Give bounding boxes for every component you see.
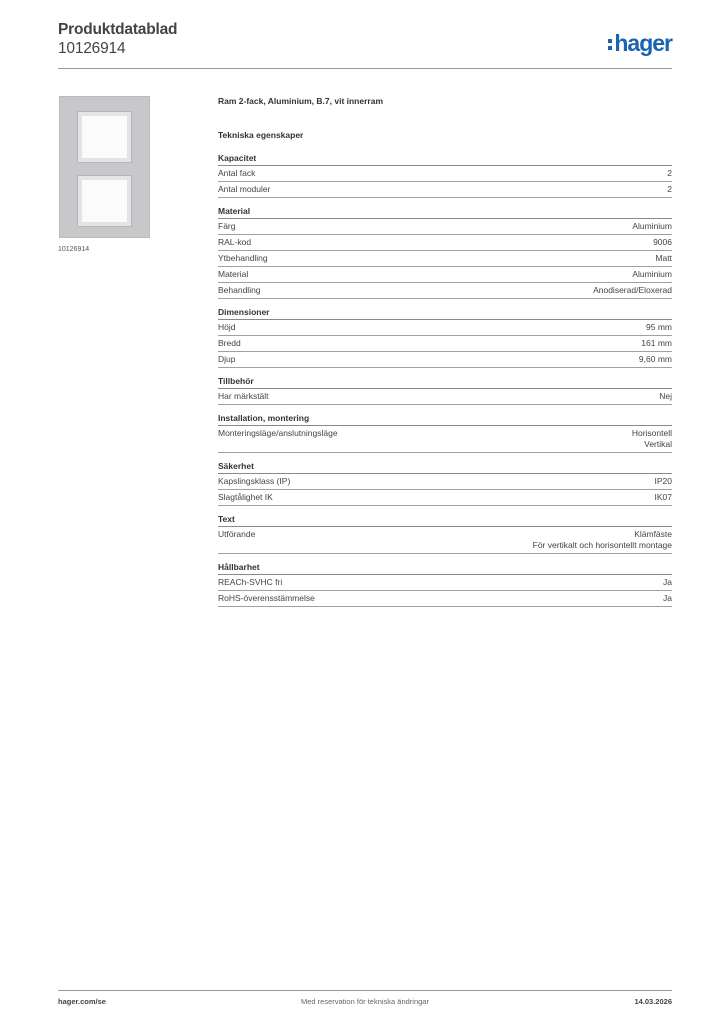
- spec-value: [632, 269, 672, 280]
- spec-value-line: Anodiserad/Eloxerad: [593, 285, 672, 295]
- spec-value-line: Aluminium: [632, 269, 672, 279]
- frame-cell-top: [77, 111, 132, 163]
- spec-label: Höjd: [218, 322, 236, 332]
- spec-value-line: 9006: [653, 237, 672, 247]
- spec-section: [218, 413, 672, 453]
- spec-value: [655, 253, 672, 264]
- spec-label: Djup: [218, 354, 236, 364]
- spec-label: RoHS-överensstämmelse: [218, 593, 315, 603]
- product-name: Ram 2-fack, Aluminium, B.7, vit innerram: [218, 96, 384, 106]
- spec-value-line: 2: [667, 168, 672, 178]
- spec-row: [218, 320, 672, 336]
- section-title: Material: [218, 206, 672, 219]
- spec-label: REACh-SVHC fri: [218, 577, 283, 587]
- spec-value-line: Aluminium: [632, 221, 672, 231]
- spec-row: [218, 591, 672, 607]
- spec-value-line: Ja: [663, 593, 672, 603]
- footer-divider: [58, 990, 672, 991]
- image-caption: 10126914: [58, 246, 90, 253]
- spec-value-line: Matt: [655, 253, 672, 263]
- hager-logo: [608, 30, 672, 57]
- spec-row: [218, 490, 672, 506]
- spec-label: RAL-kod: [218, 237, 252, 247]
- spec-row: [218, 283, 672, 299]
- spec-value: [667, 168, 672, 179]
- spec-row: [218, 267, 672, 283]
- spec-label: Antal moduler: [218, 184, 271, 194]
- spec-value-line: 95 mm: [646, 322, 672, 332]
- spec-value: [653, 237, 672, 248]
- spec-row: [218, 527, 672, 554]
- spec-row: [218, 166, 672, 182]
- spec-row: [218, 352, 672, 368]
- spec-value: [659, 391, 672, 402]
- spec-label: Kapslingsklass (IP): [218, 476, 291, 486]
- spec-section: [218, 206, 672, 299]
- spec-value: [632, 428, 672, 450]
- specs-heading: Tekniska egenskaper: [218, 130, 304, 140]
- spec-label: Färg: [218, 221, 236, 231]
- footer-website: hager.com/se: [58, 997, 106, 1006]
- spec-label: Har märkstält: [218, 391, 269, 401]
- spec-value: [655, 476, 673, 487]
- spec-label: Material: [218, 269, 249, 279]
- section-title: Säkerhet: [218, 461, 672, 474]
- spec-row: [218, 389, 672, 405]
- spec-value-line: Vertikal: [644, 439, 672, 449]
- spec-value-line: 161 mm: [641, 338, 672, 348]
- footer-disclaimer: Med reservation för tekniska ändringar: [301, 997, 429, 1006]
- spec-value: [639, 354, 672, 365]
- spec-row: [218, 235, 672, 251]
- spec-value: [593, 285, 672, 296]
- spec-section: [218, 153, 672, 198]
- spec-value: [667, 184, 672, 195]
- spec-value-line: För vertikalt och horisontellt montage: [532, 540, 672, 550]
- document-number: 10126914: [58, 40, 126, 57]
- spec-label: Antal fack: [218, 168, 256, 178]
- document-title: Produktdatablad: [58, 21, 178, 38]
- spec-label: Monteringsläge/anslutningsläge: [218, 428, 338, 438]
- spec-row: [218, 575, 672, 591]
- spec-label: Behandling: [218, 285, 261, 295]
- spec-content: [218, 96, 672, 615]
- spec-value-line: IP20: [654, 476, 672, 486]
- spec-section: [218, 376, 672, 405]
- spec-value: [632, 221, 672, 232]
- frame-cell-bottom: [77, 175, 132, 227]
- spec-section: [218, 562, 672, 607]
- spec-row: [218, 251, 672, 267]
- spec-value: [646, 322, 672, 333]
- spec-value: [655, 492, 673, 503]
- section-title: Installation, montering: [218, 413, 672, 426]
- spec-label: Bredd: [218, 338, 241, 348]
- logo-text: hager: [614, 30, 672, 56]
- spec-value-line: Ja: [663, 577, 672, 587]
- section-title: Kapacitet: [218, 153, 672, 166]
- spec-value: [641, 338, 672, 349]
- spec-value-line: 2: [667, 184, 672, 194]
- spec-section: [218, 514, 672, 554]
- spec-section: [218, 307, 672, 368]
- footer-date: 14.03.2026: [634, 997, 672, 1006]
- spec-label: Slagtålighet IK: [218, 492, 273, 502]
- spec-value: [663, 577, 672, 588]
- spec-section: [218, 461, 672, 506]
- section-title: Text: [218, 514, 672, 527]
- spec-label: Utförande: [218, 529, 256, 539]
- spec-row: [218, 219, 672, 235]
- spec-value-line: Nej: [659, 391, 672, 401]
- spec-row: [218, 474, 672, 490]
- spec-row: [218, 336, 672, 352]
- section-title: Dimensioner: [218, 307, 672, 320]
- spec-value: [533, 529, 672, 551]
- section-title: Hållbarhet: [218, 562, 672, 575]
- section-title: Tillbehör: [218, 376, 672, 389]
- header-divider: [58, 68, 672, 69]
- product-image: [59, 96, 150, 238]
- spec-sections: [218, 153, 672, 607]
- spec-value-line: Horisontell: [631, 428, 672, 438]
- spec-row: [218, 426, 672, 453]
- spec-value-line: IK07: [654, 492, 672, 502]
- spec-value-line: Klämfäste: [634, 529, 672, 539]
- logo-dots-icon: [608, 36, 613, 53]
- spec-value-line: 9,60 mm: [638, 354, 672, 364]
- page-header: [58, 20, 672, 70]
- spec-value: [663, 593, 672, 604]
- spec-row: [218, 182, 672, 198]
- spec-label: Ytbehandling: [218, 253, 268, 263]
